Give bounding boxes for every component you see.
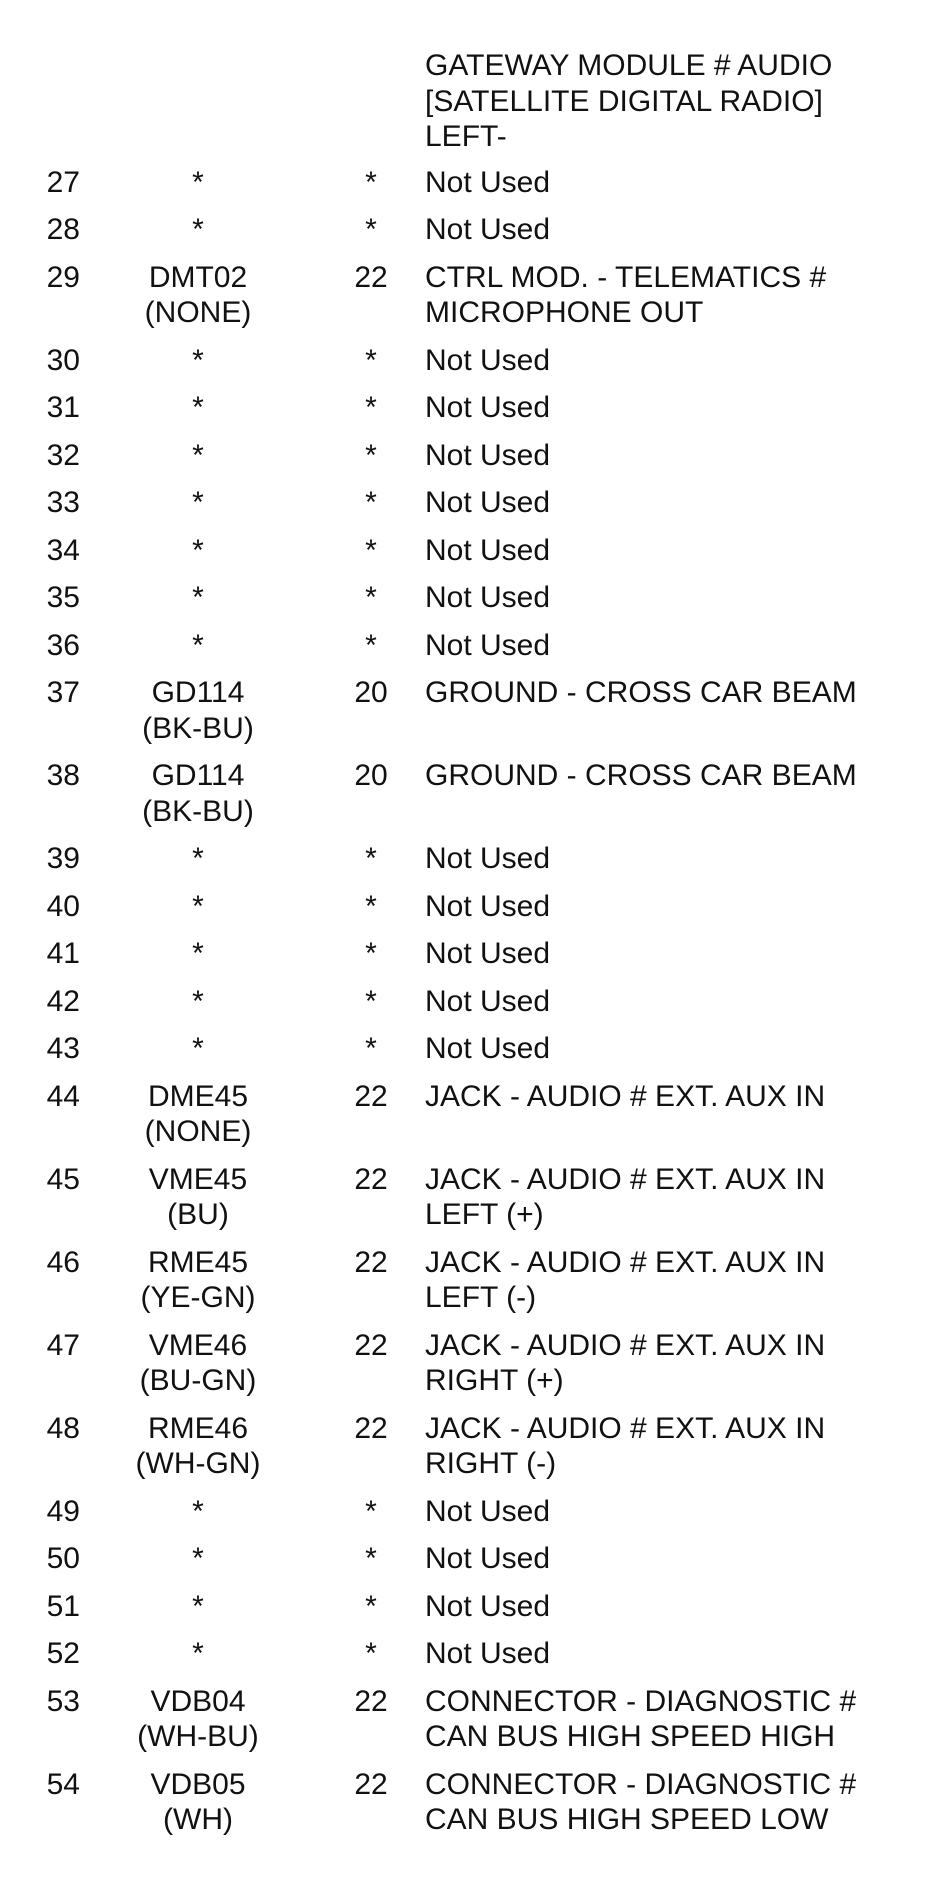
circuit-cell (96, 1411, 328, 1482)
table-row (0, 628, 929, 676)
function-line: GROUND - CROSS CAR BEAM (425, 759, 857, 792)
table-row (0, 1541, 929, 1589)
circuit-code: VME46 (148, 1328, 248, 1362)
wire-gauge: * (365, 581, 377, 614)
table-row (0, 1162, 929, 1245)
function-line: JACK - AUDIO # EXT. AUX IN (425, 1328, 826, 1362)
circuit-code: * (192, 1542, 204, 1575)
circuit-cell (96, 1245, 328, 1316)
pin-number: 36 (46, 628, 80, 662)
circuit-cell (96, 1162, 328, 1233)
pin-number: 38 (46, 759, 80, 792)
wire-color: (NONE) (144, 1115, 252, 1148)
circuit-code: RME45 (147, 1245, 249, 1279)
circuit-code: RME46 (147, 1411, 249, 1445)
table-row (0, 48, 929, 165)
function-cell (414, 212, 929, 248)
pin-number: 32 (46, 438, 80, 472)
circuit-cell (96, 1328, 328, 1399)
circuit-code: * (192, 1589, 204, 1623)
circuit-code: * (192, 486, 204, 519)
circuit-code: DME45 (147, 1079, 249, 1113)
function-cell (414, 260, 929, 331)
circuit-code: * (192, 533, 204, 567)
function-cell (414, 1162, 929, 1233)
function-line: Not Used (425, 842, 551, 875)
table-row (0, 1589, 929, 1637)
function-cell (414, 1328, 929, 1399)
wire-gauge: 22 (354, 1328, 388, 1362)
function-line: Not Used (425, 486, 551, 519)
wire-color: (WH-GN) (135, 1447, 261, 1480)
table-row (0, 1494, 929, 1542)
wire-gauge: * (365, 984, 377, 1018)
table-row (0, 1411, 929, 1494)
wire-gauge: * (365, 165, 377, 199)
pin-number: 30 (46, 343, 80, 377)
wire-gauge: * (365, 391, 377, 424)
circuit-code: * (192, 438, 204, 472)
circuit-cell (96, 936, 328, 972)
circuit-code: VDB04 (150, 1684, 246, 1718)
pin-number: 34 (46, 533, 80, 567)
function-cell (414, 841, 929, 877)
circuit-cell (96, 1031, 328, 1067)
wire-gauge: 20 (354, 676, 388, 709)
function-line: CONNECTOR - DIAGNOSTIC # (425, 1684, 857, 1718)
wire-gauge: * (365, 533, 377, 567)
function-line: RIGHT (-) (425, 1447, 557, 1480)
function-line: LEFT- (425, 120, 507, 153)
circuit-code: GD114 (151, 759, 245, 792)
circuit-cell (96, 580, 328, 616)
function-cell (414, 343, 929, 379)
wire-gauge: * (365, 937, 377, 970)
table-row (0, 212, 929, 260)
table-row (0, 260, 929, 343)
wire-gauge: * (365, 438, 377, 472)
wire-color: (WH) (163, 1803, 233, 1836)
function-line: Not Used (425, 1032, 551, 1065)
wire-gauge: 22 (354, 1411, 388, 1445)
pin-number: 31 (46, 391, 80, 424)
pin-number: 51 (46, 1589, 80, 1623)
wire-gauge: * (365, 1542, 377, 1575)
pin-number: 46 (46, 1245, 80, 1279)
circuit-code: * (192, 937, 204, 970)
function-line: Not Used (425, 984, 551, 1018)
circuit-code: * (192, 391, 204, 424)
wire-gauge: * (365, 628, 377, 662)
function-line: Not Used (425, 391, 551, 424)
circuit-code: * (192, 165, 204, 199)
function-cell (414, 1636, 929, 1672)
wire-gauge: * (365, 1637, 377, 1670)
table-row (0, 1684, 929, 1767)
function-line: Not Used (425, 213, 551, 246)
table-row (0, 675, 929, 758)
table-row (0, 841, 929, 889)
wire-color: (BU-GN) (139, 1364, 257, 1397)
function-cell (414, 1541, 929, 1577)
circuit-code: * (192, 628, 204, 662)
pin-number: 29 (46, 260, 80, 294)
circuit-cell (96, 1494, 328, 1530)
function-cell (414, 628, 929, 664)
pin-number: 54 (46, 1767, 80, 1801)
circuit-code: VDB05 (150, 1767, 246, 1801)
function-line: Not Used (425, 343, 551, 377)
function-cell (414, 580, 929, 616)
circuit-cell (96, 628, 328, 664)
pin-number: 53 (46, 1684, 80, 1718)
function-line: Not Used (425, 581, 551, 614)
circuit-cell (96, 758, 328, 829)
function-line: JACK - AUDIO # EXT. AUX IN (425, 1162, 826, 1196)
function-line: JACK - AUDIO # EXT. AUX IN (425, 1079, 826, 1113)
table-row (0, 936, 929, 984)
circuit-code: * (192, 889, 204, 923)
function-cell (414, 675, 929, 711)
circuit-cell (96, 260, 328, 331)
table-row (0, 1636, 929, 1684)
wire-gauge: * (365, 486, 377, 519)
wire-gauge: * (365, 842, 377, 875)
table-row (0, 1328, 929, 1411)
wire-color: (BK-BU) (142, 794, 254, 828)
function-cell (414, 1245, 929, 1316)
circuit-code: GD114 (151, 676, 245, 709)
pin-number: 45 (46, 1162, 80, 1196)
table-row (0, 758, 929, 841)
wire-gauge: 22 (354, 260, 388, 294)
function-line: Not Used (425, 1589, 551, 1623)
function-cell (414, 936, 929, 972)
function-cell (414, 1684, 929, 1755)
pin-number: 33 (46, 486, 80, 519)
function-line: [SATELLITE DIGITAL RADIO] (425, 84, 823, 118)
circuit-code: * (192, 1494, 204, 1528)
wire-gauge: 22 (354, 1245, 388, 1279)
wire-gauge: 22 (354, 1684, 388, 1718)
pin-number: 28 (46, 213, 80, 246)
function-line: GATEWAY MODULE # AUDIO (425, 49, 833, 82)
circuit-cell (96, 1589, 328, 1625)
wire-gauge: * (365, 1494, 377, 1528)
circuit-cell (96, 438, 328, 474)
circuit-cell (96, 533, 328, 569)
function-cell (414, 390, 929, 426)
pin-number: 50 (46, 1542, 80, 1575)
circuit-cell (96, 343, 328, 379)
table-row (0, 485, 929, 533)
circuit-code: * (192, 581, 204, 614)
function-cell (414, 1494, 929, 1530)
wire-gauge: * (365, 213, 377, 246)
wire-color: (YE-GN) (140, 1281, 256, 1314)
wire-color: (BK-BU) (142, 711, 254, 745)
wire-gauge: 20 (354, 759, 388, 792)
function-line: RIGHT (+) (425, 1364, 564, 1397)
connector-pinout-table (0, 48, 929, 1850)
wire-gauge: 22 (354, 1767, 388, 1801)
function-cell (414, 48, 929, 155)
circuit-cell (96, 1767, 328, 1838)
circuit-code: * (192, 984, 204, 1018)
circuit-cell (96, 889, 328, 925)
function-line: LEFT (-) (425, 1281, 537, 1314)
circuit-cell (96, 1636, 328, 1672)
circuit-cell (96, 165, 328, 201)
wire-gauge: 22 (354, 1162, 388, 1196)
function-cell (414, 984, 929, 1020)
circuit-cell (96, 390, 328, 426)
function-line: Not Used (425, 1637, 551, 1670)
circuit-cell (96, 1079, 328, 1150)
function-line: Not Used (425, 438, 551, 472)
wire-gauge: * (365, 1589, 377, 1623)
function-cell (414, 1031, 929, 1067)
circuit-cell (96, 212, 328, 248)
wire-gauge: * (365, 889, 377, 923)
wire-gauge: 22 (354, 1079, 388, 1113)
table-row (0, 984, 929, 1032)
circuit-cell (96, 675, 328, 746)
circuit-cell (96, 485, 328, 521)
wire-color: (BU) (167, 1198, 229, 1231)
function-cell (414, 438, 929, 474)
function-line: Not Used (425, 628, 551, 662)
pin-number: 40 (46, 889, 80, 923)
function-cell (414, 485, 929, 521)
function-cell (414, 1767, 929, 1838)
function-cell (414, 533, 929, 569)
function-line: CTRL MOD. - TELEMATICS # (425, 260, 827, 294)
function-line: Not Used (425, 533, 551, 567)
circuit-code: DMT02 (148, 260, 248, 294)
pin-number: 43 (46, 1032, 80, 1065)
circuit-code: * (192, 1032, 204, 1065)
function-line: Not Used (425, 1542, 551, 1575)
pin-number: 42 (46, 984, 80, 1018)
circuit-code: * (192, 842, 204, 875)
circuit-code: * (192, 343, 204, 377)
pin-number: 49 (46, 1494, 80, 1528)
function-line: GROUND - CROSS CAR BEAM (425, 676, 857, 709)
pin-number: 52 (46, 1637, 80, 1670)
table-row (0, 165, 929, 213)
table-row (0, 1245, 929, 1328)
table-row (0, 1031, 929, 1079)
pin-number: 47 (46, 1328, 80, 1362)
function-line: Not Used (425, 165, 551, 199)
pin-number: 39 (46, 842, 80, 875)
function-line: JACK - AUDIO # EXT. AUX IN (425, 1245, 826, 1279)
function-line: Not Used (425, 889, 551, 923)
function-line: CAN BUS HIGH SPEED HIGH (425, 1720, 836, 1753)
function-line: MICROPHONE OUT (425, 296, 704, 329)
function-line: Not Used (425, 1494, 551, 1528)
pin-number: 41 (46, 937, 80, 970)
pin-number: 44 (46, 1079, 80, 1113)
function-line: LEFT (+) (425, 1198, 544, 1231)
table-row (0, 390, 929, 438)
function-cell (414, 165, 929, 201)
pin-number: 48 (46, 1411, 80, 1445)
function-cell (414, 758, 929, 794)
circuit-cell (96, 1541, 328, 1577)
function-cell (414, 1589, 929, 1625)
table-row (0, 533, 929, 581)
table-row (0, 1767, 929, 1850)
circuit-cell (96, 1684, 328, 1755)
function-line: JACK - AUDIO # EXT. AUX IN (425, 1411, 826, 1445)
circuit-code: * (192, 213, 204, 246)
pin-number: 27 (46, 165, 80, 199)
circuit-code: VME45 (148, 1162, 248, 1196)
table-row (0, 580, 929, 628)
wire-color: (WH-BU) (137, 1720, 259, 1753)
circuit-cell (96, 984, 328, 1020)
table-row (0, 438, 929, 486)
function-cell (414, 1411, 929, 1482)
function-line: Not Used (425, 937, 551, 970)
circuit-cell (96, 841, 328, 877)
function-cell (414, 1079, 929, 1115)
table-row (0, 889, 929, 937)
table-row (0, 343, 929, 391)
table-row (0, 1079, 929, 1162)
function-line: CAN BUS HIGH SPEED LOW (425, 1803, 829, 1836)
function-cell (414, 889, 929, 925)
pin-number: 37 (46, 676, 80, 709)
wire-color: (NONE) (144, 296, 252, 329)
function-line: CONNECTOR - DIAGNOSTIC # (425, 1767, 857, 1801)
pin-number: 35 (46, 581, 80, 614)
circuit-code: * (192, 1637, 204, 1670)
wire-gauge: * (365, 343, 377, 377)
wire-gauge: * (365, 1032, 377, 1065)
